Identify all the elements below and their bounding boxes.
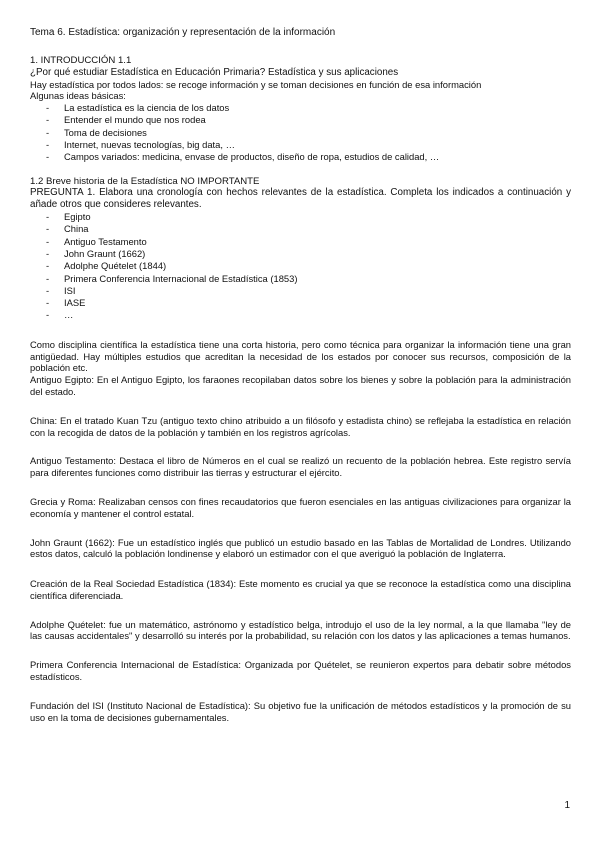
ideas-list	[30, 102, 571, 163]
list-item: - Primera Conferencia Internacional de Estadística (1853)	[46, 273, 571, 285]
page-number: 1	[564, 800, 570, 811]
list-item: - …	[46, 309, 571, 321]
question-1: PREGUNTA 1. Elabora una cronología con hechos relevantes de la estadística. Completa los indicados a continuación y añade otros que consideres relevantes.	[30, 187, 571, 211]
list-item: - IASE	[46, 297, 571, 309]
conferencia-paragraph: Primera Conferencia Internacional de Estadística: Organizada por Quételet, se reunieron expertos para debatir sobre métodos estadísticos.	[30, 659, 571, 683]
document-body	[30, 55, 571, 723]
china-paragraph: China: En el tratado Kuan Tzu (antiguo texto chino atribuido a un filósofo y estadista chino) se reflejaba la estadística en relación con la recogida de datos de la población y también en los registros agrícolas.	[30, 414, 571, 438]
section-1-intro: Hay estadística por todos lados: se recoge información y se toman decisiones en función de esa información	[30, 78, 482, 90]
graunt-paragraph: John Graunt (1662): Fue un estadístico inglés que publicó un estudio basado en las Tablas de Mortalidad de Londres. Utilizando estos datos, calculó la población londinense y elaboró un estimador con el que averiguó la población de Inglaterra.	[30, 536, 571, 560]
list-item: - China	[46, 223, 571, 235]
grecia-roma-paragraph: Grecia y Roma: Realizaban censos con fines recaudatorios que fueron esenciales en las antiguas civilizaciones para organizar la economía y mantener el control estatal.	[30, 495, 571, 519]
egipto-paragraph: Antiguo Egipto: En el Antiguo Egipto, los faraones recopilaban datos sobre los bienes y sobre la población para la administración del estado.	[30, 374, 571, 397]
list-item: - Egipto	[46, 211, 571, 223]
list-item: - Entender el mundo que nos rodea	[46, 114, 571, 126]
section-1-question: ¿Por qué estudiar Estadística en Educación Primaria? Estadística y sus aplicaciones	[30, 66, 399, 78]
list-item: - Toma de decisiones	[46, 127, 571, 139]
list-item: - Campos variados: medicina, envase de productos, diseño de ropa, estudios de calidad, …	[46, 151, 571, 163]
quetelet-paragraph: Adolphe Quételet: fue un matemático, astrónomo y estadístico belga, introdujo el uso de la ley normal, a la que llamaba "ley de las causas accidentales" y desarrolló su interés por la probabilidad, su relación con los datos y las aplicaciones a temas humanos.	[30, 618, 571, 642]
isi-paragraph: Fundación del ISI (Instituto Nacional de Estadística): Su objetivo fue la unificación de métodos estadísticos y la promoción de su uso en la toma de decisiones gubernamentales.	[30, 699, 571, 723]
list-item: - John Graunt (1662)	[46, 248, 571, 260]
history-intro-paragraph: Como disciplina científica la estadística tiene una corta historia, pero como técnica para organizar la información tiene una gran antigüedad. Hay múltiples estudios que acreditan la necesidad de los estados por conocer sus recursos, composición de la población etc.	[30, 338, 571, 374]
section-2-heading: 1.2 Breve historia de la Estadística NO IMPORTANTE	[30, 175, 260, 187]
testamento-paragraph: Antiguo Testamento: Destaca el libro de Números en el cual se realizó un recuento de la población hebrea. Este registro servía para diferentes funciones como distribuir las tierras y estructurar el ejército.	[30, 455, 571, 479]
list-item: - La estadística es la ciencia de los datos	[46, 102, 571, 114]
timeline-items-list	[30, 211, 571, 322]
list-item: - Internet, nuevas tecnologías, big data, …	[46, 139, 571, 151]
sociedad-paragraph: Creación de la Real Sociedad Estadística (1834): Este momento es crucial ya que se reconoce la estadística como una disciplina científica diferenciada.	[30, 578, 571, 601]
document-title: Tema 6. Estadística: organización y representación de la información	[30, 27, 336, 38]
list-item: - Adolphe Quételet (1844)	[46, 260, 571, 272]
list-item: - ISI	[46, 285, 571, 297]
list-item: - Antiguo Testamento	[46, 236, 571, 248]
ideas-label: Algunas ideas básicas:	[30, 90, 126, 102]
section-1-heading: 1. INTRODUCCIÓN 1.1	[30, 55, 132, 66]
